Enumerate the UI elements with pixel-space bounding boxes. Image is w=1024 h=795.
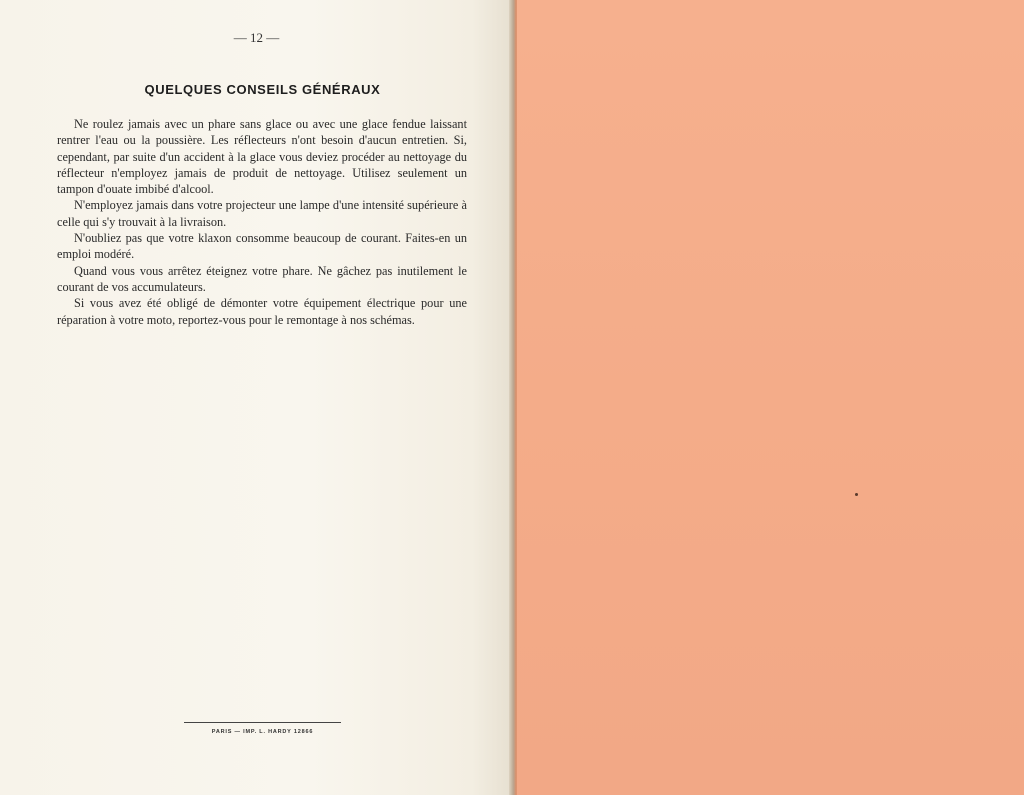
paragraph: Si vous avez été obligé de démonter votre équipement électrique pour une réparation à votre moto, reportez-vous pour le remontage à nos schémas.	[57, 296, 467, 327]
paragraph: Ne roulez jamais avec un phare sans glace ou avec une glace fendue laissant rentrer l'eau ou la poussière. Les réflecteurs n'ont besoin d'aucun entretien. Si, cependant, par suite d'un accident à la glace vous deviez procéder au nettoyage du réflecteur n'employez jamais de produit de nettoyage. Utilisez seulement un tampon d'ouate imbibé d'alcool.	[57, 117, 467, 197]
body-text	[57, 116, 467, 328]
footer-rule	[184, 722, 341, 723]
paragraph: N'oubliez pas que votre klaxon consomme beaucoup de courant. Faites-en un emploi modéré.	[57, 231, 467, 262]
right-page-blank	[517, 0, 1024, 795]
paper-speck	[855, 493, 858, 496]
paragraph: Quand vous vous arrêtez éteignez votre phare. Ne gâchez pas inutilement le courant de vos accumulateurs.	[57, 263, 467, 294]
printer-imprint: PARIS — IMP. L. HARDY 12866	[211, 729, 314, 735]
paragraph: N'employez jamais dans votre projecteur une lampe d'une intensité supérieure à celle qui s'y trouvait à la livraison.	[57, 198, 467, 229]
page-number: — 12 —	[233, 30, 280, 45]
section-title: QUELQUES CONSEILS GÉNÉRAUX	[144, 82, 381, 97]
